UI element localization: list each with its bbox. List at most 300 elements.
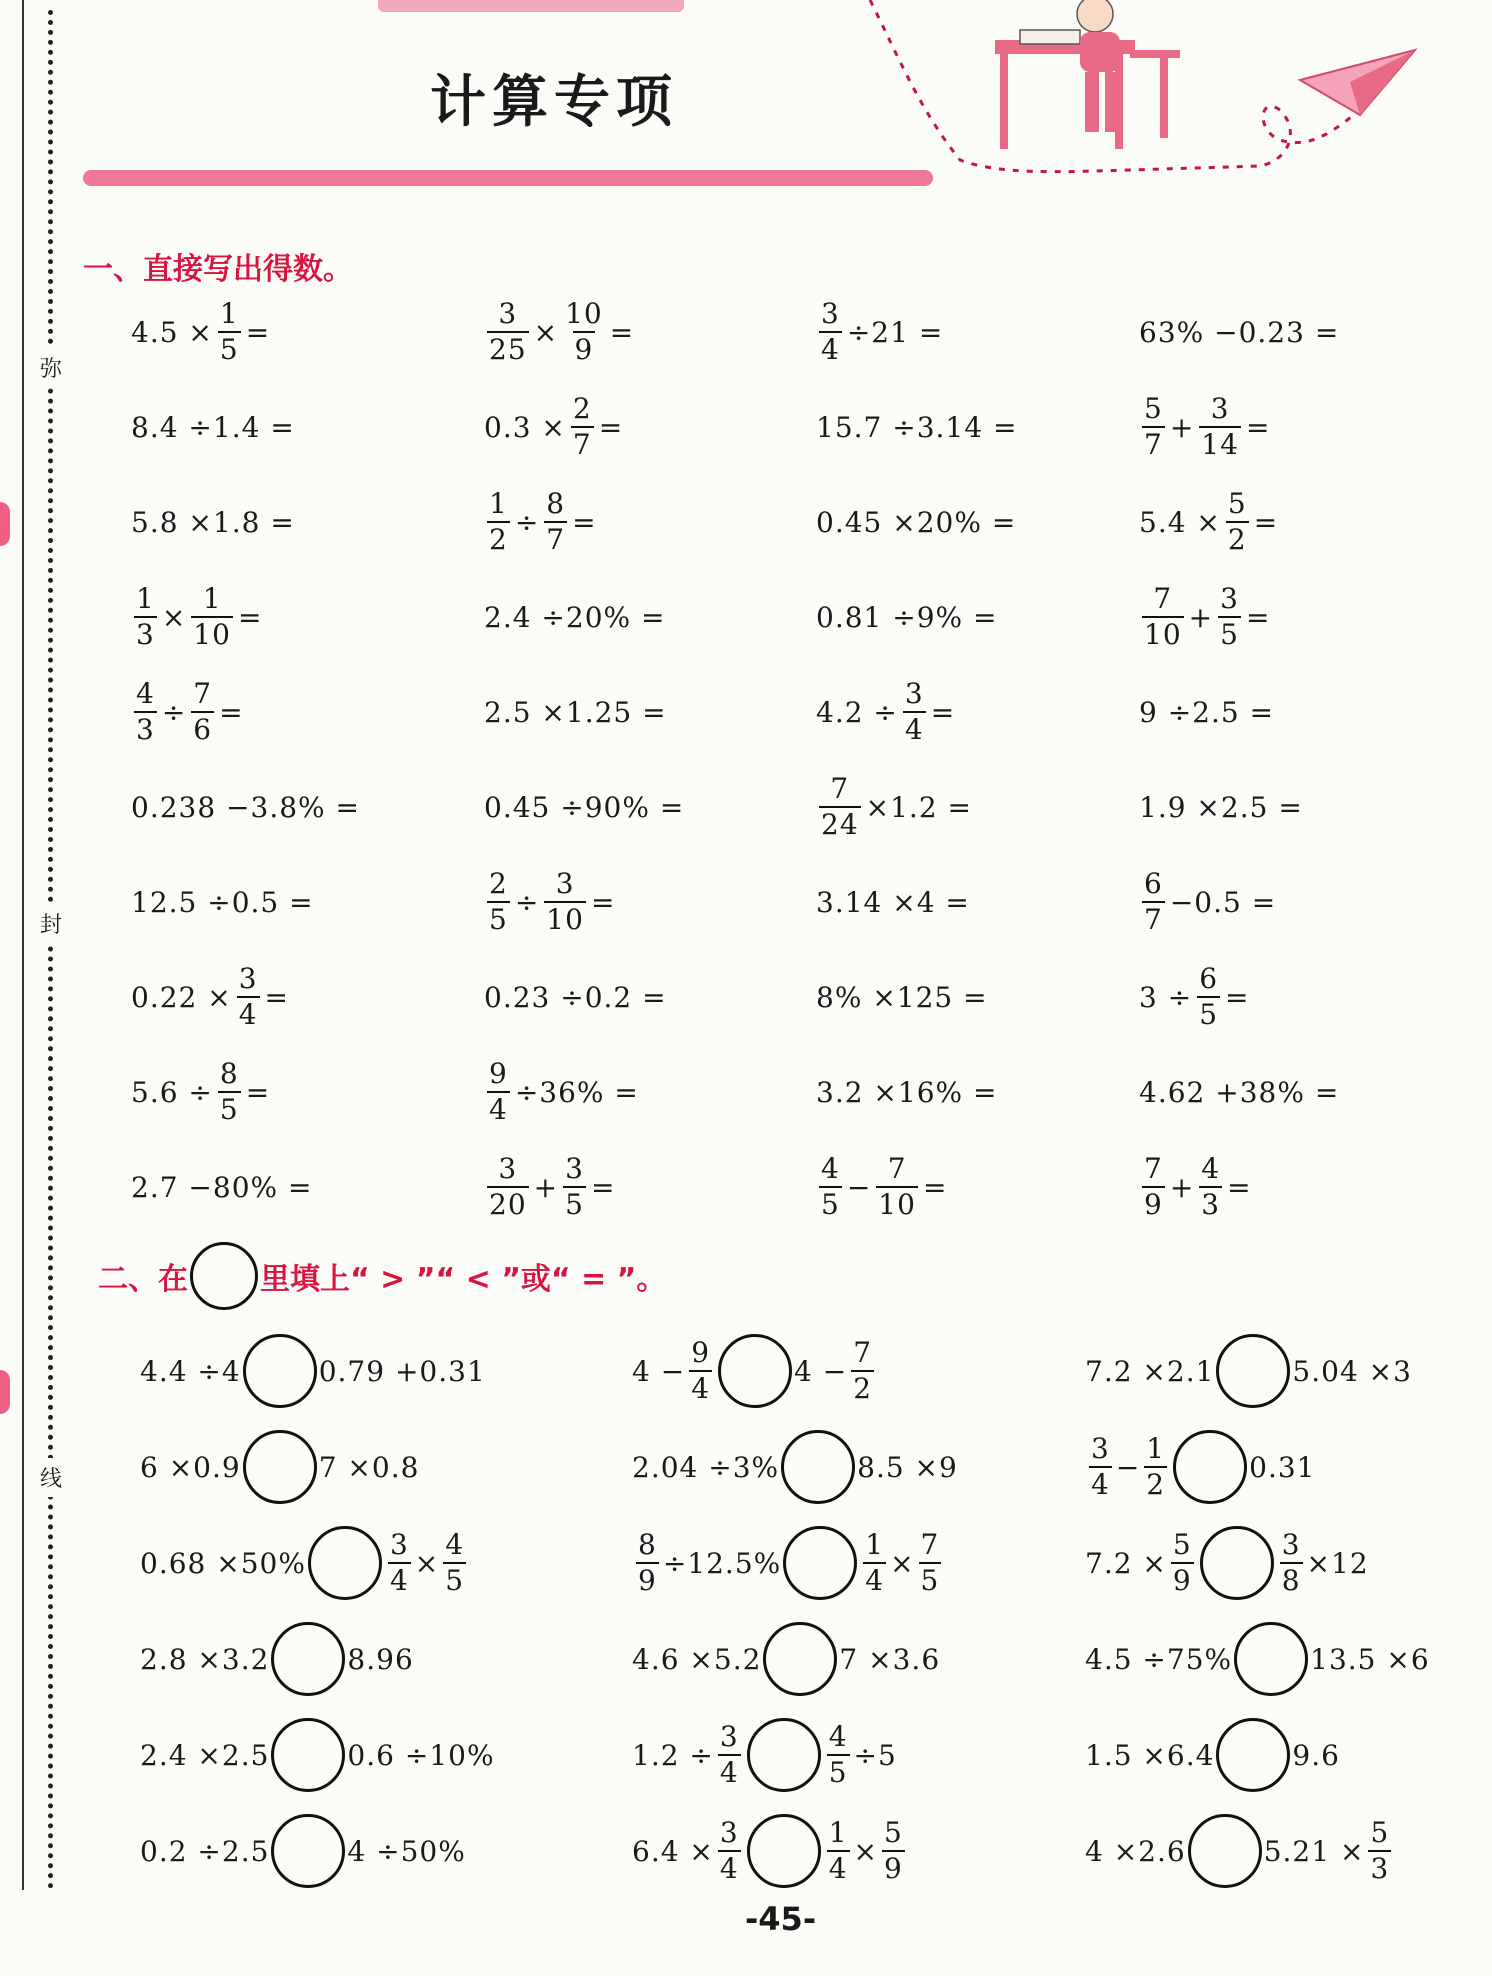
problem-item <box>815 395 1018 459</box>
fraction <box>218 297 241 366</box>
problem-item <box>130 870 315 934</box>
fraction <box>903 677 926 746</box>
answer-circle[interactable] <box>1188 1814 1262 1888</box>
numerator: 6 <box>1199 962 1219 995</box>
fraction <box>1218 582 1241 651</box>
section-2-heading-part1: 二、在 <box>98 1262 188 1297</box>
denominator: 25 <box>489 333 527 366</box>
fraction <box>827 1816 850 1885</box>
binding-dotted-line <box>48 10 53 1890</box>
expr-text: × <box>533 315 559 349</box>
denominator: 5 <box>445 1564 465 1597</box>
problem-item <box>815 870 971 934</box>
expr-text: 3.14 ×4 = <box>816 885 970 919</box>
expr-text: + <box>533 1170 559 1204</box>
denominator: 9 <box>1172 1564 1192 1597</box>
fraction <box>819 772 861 841</box>
page-title: 计算专项 <box>430 70 678 135</box>
fraction <box>718 1720 741 1789</box>
denominator: 4 <box>865 1564 885 1597</box>
expr-text: ÷ <box>161 695 187 729</box>
expr-text: 8% ×125 = <box>816 980 988 1014</box>
problem-item <box>1138 962 1250 1031</box>
answer-circle[interactable] <box>747 1718 821 1792</box>
fraction <box>487 1057 510 1126</box>
expr-text: 0.22 × <box>131 980 232 1014</box>
expr-text: ×12 <box>1306 1546 1369 1580</box>
denominator: 2 <box>853 1372 873 1405</box>
expr-text: 0.2 ÷2.5 <box>140 1834 270 1868</box>
comparison-left <box>632 1528 782 1597</box>
comparison-right <box>823 1720 897 1789</box>
expr-text: 6 ×0.9 <box>140 1450 241 1484</box>
expr-text: = <box>219 695 244 729</box>
expr-text: 1.2 ÷ <box>632 1738 714 1772</box>
fraction <box>563 297 605 366</box>
comparison-left <box>1085 1835 1186 1868</box>
expr-text: 2.4 ÷20% = <box>484 600 666 634</box>
fraction <box>1197 962 1220 1031</box>
problem-item <box>1138 392 1271 461</box>
answer-circle[interactable] <box>1173 1430 1247 1504</box>
numerator: 1 <box>136 582 155 615</box>
comparison-left <box>1085 1643 1232 1676</box>
denominator: 20 <box>489 1188 527 1221</box>
answer-circle[interactable] <box>1216 1718 1290 1792</box>
fraction <box>718 1816 741 1885</box>
problem-item <box>130 1057 271 1126</box>
answer-circle[interactable] <box>243 1430 317 1504</box>
numerator: 7 <box>887 1152 907 1185</box>
numerator: 5 <box>1370 1816 1390 1849</box>
comparison-item <box>1085 1720 1340 1790</box>
fraction <box>487 487 510 556</box>
expr-text: = <box>609 315 635 349</box>
comparison-left <box>632 1336 716 1405</box>
expr-text: − <box>846 1170 872 1204</box>
comparison-right <box>1310 1643 1430 1676</box>
expr-text: = <box>1245 600 1271 634</box>
numerator: 1 <box>828 1816 848 1849</box>
denominator: 3 <box>136 713 155 746</box>
paper-plane-icon <box>1300 50 1415 115</box>
numerator: 3 <box>498 297 518 330</box>
fraction <box>1142 1152 1165 1221</box>
binding-char-feng: 封 <box>40 904 62 943</box>
numerator: 3 <box>1220 582 1239 615</box>
expr-text: 4 − <box>632 1354 686 1388</box>
fraction <box>827 1720 850 1789</box>
denominator: 9 <box>574 333 594 366</box>
answer-circle[interactable] <box>783 1526 857 1600</box>
expr-text: = <box>1227 1170 1252 1204</box>
numerator: 7 <box>1153 582 1173 615</box>
answer-circle[interactable] <box>781 1430 855 1504</box>
fraction <box>1142 582 1184 651</box>
numerator: 9 <box>489 1057 508 1090</box>
expr-text: 2.04 ÷3% <box>632 1450 780 1484</box>
comparison-right <box>384 1528 470 1597</box>
numerator: 7 <box>1144 1152 1163 1185</box>
problem-item <box>483 867 616 936</box>
comparison-item <box>140 1528 470 1598</box>
fraction <box>134 677 157 746</box>
fraction <box>443 1528 466 1597</box>
comparison-right <box>319 1355 486 1388</box>
expr-text: ÷ <box>514 505 540 539</box>
expr-text: + <box>1169 1170 1195 1204</box>
comparison-item <box>1085 1432 1315 1502</box>
denominator: 9 <box>884 1852 903 1885</box>
comparison-right <box>1249 1451 1315 1484</box>
denominator: 3 <box>1370 1852 1390 1885</box>
comparison-item <box>1085 1336 1412 1406</box>
fraction <box>544 867 586 936</box>
denominator: 10 <box>1144 618 1182 651</box>
problem-item <box>130 297 271 366</box>
expr-text: = <box>598 410 624 444</box>
numerator: 3 <box>555 867 575 900</box>
numerator: 6 <box>1144 867 1163 900</box>
expr-text: 7 ×3.6 <box>839 1642 941 1676</box>
expr-text: = <box>590 1170 616 1204</box>
expr-text: 15.7 ÷3.14 = <box>816 410 1018 444</box>
denominator: 5 <box>920 1564 940 1597</box>
problem-item <box>1138 582 1271 651</box>
denominator: 24 <box>821 808 859 841</box>
fraction <box>191 677 214 746</box>
denominator: 4 <box>719 1852 739 1885</box>
comparison-left <box>1085 1739 1214 1772</box>
problem-item <box>1138 680 1275 744</box>
expr-text: 6.4 × <box>632 1834 714 1868</box>
comparison-item <box>1085 1528 1369 1598</box>
comparison-right <box>1263 1816 1396 1885</box>
answer-circle[interactable] <box>1200 1526 1274 1600</box>
numerator: 3 <box>719 1720 739 1753</box>
expr-text: × <box>414 1546 440 1580</box>
fraction <box>819 1152 842 1221</box>
expr-text: 4 − <box>794 1354 848 1388</box>
denominator: 7 <box>546 523 566 556</box>
answer-circle[interactable] <box>271 1718 345 1792</box>
expr-text: 4.5 ÷75% <box>1085 1642 1233 1676</box>
expr-text: = <box>264 980 290 1014</box>
fraction <box>487 867 510 936</box>
denominator: 5 <box>1220 618 1239 651</box>
numerator: 1 <box>202 582 222 615</box>
problem-item <box>483 680 668 744</box>
numerator: 2 <box>489 867 508 900</box>
denominator: 3 <box>1201 1188 1221 1221</box>
comparison-item <box>1085 1816 1395 1886</box>
expr-text: 63% −0.23 = <box>1139 315 1340 349</box>
comparison-item <box>140 1720 495 1790</box>
answer-circle[interactable] <box>271 1622 345 1696</box>
expr-text: ÷ <box>514 885 540 919</box>
expr-text: = <box>245 315 271 349</box>
expr-text: ÷36% = <box>514 1075 639 1109</box>
problem-item <box>815 1060 999 1124</box>
expr-text: 5.4 × <box>1139 505 1221 539</box>
expr-text: 0.45 ×20% = <box>816 505 1017 539</box>
answer-circle[interactable] <box>271 1814 345 1888</box>
expr-text: 2.8 ×3.2 <box>140 1642 270 1676</box>
expr-text: 4 ÷50% <box>347 1834 466 1868</box>
binding-line <box>22 0 24 1890</box>
fraction <box>689 1336 712 1405</box>
expr-text: 4.6 ×5.2 <box>632 1642 762 1676</box>
problem-item <box>815 965 989 1029</box>
comparison-left <box>1085 1355 1214 1388</box>
expr-text: × <box>853 1834 879 1868</box>
problem-item <box>483 775 685 839</box>
denominator: 6 <box>193 713 213 746</box>
denominator: 7 <box>1144 903 1163 936</box>
denominator: 4 <box>489 1093 508 1126</box>
denominator: 5 <box>219 333 239 366</box>
problem-item <box>1138 1152 1253 1221</box>
comparison-item <box>632 1432 958 1502</box>
numerator: 3 <box>904 677 924 710</box>
denominator: 5 <box>821 1188 840 1221</box>
pink-side-tab <box>0 1370 10 1414</box>
answer-circle[interactable] <box>308 1526 382 1600</box>
expr-text: 8.96 <box>347 1642 414 1676</box>
denominator: 4 <box>238 998 258 1031</box>
comparison-right <box>1276 1528 1369 1597</box>
fraction <box>876 1152 918 1221</box>
expr-text: + <box>1169 410 1195 444</box>
expr-text: −0.5 = <box>1169 885 1277 919</box>
fraction <box>1280 1528 1303 1597</box>
answer-circle[interactable] <box>718 1334 792 1408</box>
problem-item <box>1138 775 1304 839</box>
expr-text: 4 ×2.6 <box>1085 1834 1186 1868</box>
numerator: 7 <box>920 1528 940 1561</box>
binding-char-mi: 弥 <box>40 348 62 387</box>
denominator: 4 <box>904 713 924 746</box>
denominator: 10 <box>193 618 231 651</box>
binding-char-xian: 线 <box>40 1458 62 1497</box>
fraction <box>237 962 260 1031</box>
expr-text: = <box>1245 410 1271 444</box>
expr-text: 2.7 −80% = <box>131 1170 313 1204</box>
comparison-left <box>140 1451 241 1484</box>
comparison-right <box>319 1451 420 1484</box>
comparison-right <box>347 1835 465 1868</box>
problem-item <box>483 965 668 1029</box>
fraction <box>1199 392 1241 461</box>
expr-text: = <box>572 505 597 539</box>
denominator: 2 <box>1146 1468 1166 1501</box>
pink-side-tab <box>0 502 10 546</box>
comparison-item <box>140 1432 419 1502</box>
numerator: 5 <box>1144 392 1163 425</box>
numerator: 3 <box>1210 392 1230 425</box>
comparison-right <box>347 1643 413 1676</box>
comparison-item <box>1085 1624 1430 1694</box>
comparison-item <box>632 1720 897 1790</box>
problem-item <box>130 677 245 746</box>
problem-item <box>483 1152 616 1221</box>
fraction <box>218 1057 241 1126</box>
numerator: 8 <box>219 1057 239 1090</box>
answer-circle[interactable] <box>747 1814 821 1888</box>
denominator: 5 <box>828 1756 848 1789</box>
fraction <box>882 1816 905 1885</box>
answer-circle[interactable] <box>1234 1622 1308 1696</box>
problem-item <box>483 392 624 461</box>
denominator: 4 <box>389 1564 409 1597</box>
top-pink-band <box>378 0 684 12</box>
fraction <box>487 297 529 366</box>
numerator: 7 <box>193 677 213 710</box>
numerator: 1 <box>865 1528 885 1561</box>
numerator: 4 <box>1201 1152 1221 1185</box>
expr-text: + <box>1188 600 1214 634</box>
numerator: 8 <box>638 1528 657 1561</box>
problem-item <box>130 490 296 554</box>
comparison-right <box>1292 1355 1412 1388</box>
denominator: 5 <box>565 1188 584 1221</box>
expr-text: = <box>930 695 956 729</box>
expr-text: 0.3 × <box>484 410 566 444</box>
numerator: 4 <box>445 1528 465 1561</box>
expr-text: = <box>245 1075 271 1109</box>
numerator: 3 <box>389 1528 409 1561</box>
denominator: 8 <box>1281 1564 1301 1597</box>
fraction <box>388 1528 411 1597</box>
answer-circle[interactable] <box>243 1334 317 1408</box>
comparison-left <box>140 1547 306 1580</box>
numerator: 2 <box>572 392 592 425</box>
problem-item <box>483 487 598 556</box>
section-2-heading <box>98 1242 666 1310</box>
fraction <box>1171 1528 1194 1597</box>
denominator: 4 <box>828 1852 848 1885</box>
comparison-right <box>823 1816 909 1885</box>
page-number: -45- <box>745 1900 817 1938</box>
numerator: 4 <box>136 677 155 710</box>
problem-item <box>1138 867 1277 936</box>
denominator: 9 <box>1144 1188 1163 1221</box>
fraction <box>919 1528 942 1597</box>
section-2-heading-part2: 里填上“ > ”“ < ”或“ = ”。 <box>260 1262 667 1297</box>
expr-text: 0.6 ÷10% <box>347 1738 495 1772</box>
expr-text: 0.79 +0.31 <box>318 1354 486 1388</box>
numerator: 1 <box>489 487 508 520</box>
problem-item <box>1138 487 1279 556</box>
fraction <box>851 1336 874 1405</box>
comparison-item <box>140 1816 466 1886</box>
expr-text: 5.04 ×3 <box>1292 1354 1412 1388</box>
circle-symbol <box>190 1242 258 1310</box>
expr-text: = <box>922 1170 948 1204</box>
numerator: 1 <box>1146 1432 1166 1465</box>
problem-item <box>815 490 1017 554</box>
expr-text: 3 ÷ <box>1139 980 1193 1014</box>
expr-text: × <box>890 1546 915 1580</box>
numerator: 3 <box>498 1152 518 1185</box>
fraction <box>636 1528 659 1597</box>
problem-item <box>815 585 999 649</box>
student-desk-illustration <box>860 0 1420 180</box>
problem-item <box>483 297 635 366</box>
problem-item <box>130 1155 314 1219</box>
expr-text: = <box>590 885 616 919</box>
problem-item <box>130 775 361 839</box>
problem-item <box>815 1152 948 1221</box>
expr-text: ÷21 = <box>846 315 944 349</box>
expr-text: 0.81 ÷9% = <box>816 600 998 634</box>
denominator: 3 <box>136 618 155 651</box>
expr-text: 0.68 ×50% <box>140 1546 306 1580</box>
denominator: 7 <box>572 428 592 461</box>
fraction <box>571 392 594 461</box>
fraction <box>819 297 842 366</box>
problem-item <box>130 395 296 459</box>
comparison-item <box>632 1528 945 1598</box>
fraction <box>1089 1432 1112 1501</box>
numerator: 3 <box>719 1816 739 1849</box>
title-underline-bar <box>83 170 933 186</box>
comparison-left <box>140 1643 269 1676</box>
comparison-item <box>632 1816 909 1886</box>
denominator: 5 <box>219 1093 239 1126</box>
student-icon <box>1077 0 1180 138</box>
fraction <box>1144 1432 1167 1501</box>
denominator: 10 <box>878 1188 916 1221</box>
fraction <box>134 582 157 651</box>
comparison-left <box>632 1643 761 1676</box>
problem-item <box>815 297 944 366</box>
numerator: 8 <box>546 487 566 520</box>
expr-text: 7.2 ×2.1 <box>1085 1354 1215 1388</box>
comparison-right <box>794 1336 878 1405</box>
answer-circle[interactable] <box>1216 1334 1290 1408</box>
problem-item <box>1138 1060 1340 1124</box>
expr-text: 5.8 ×1.8 = <box>131 505 295 539</box>
expr-text: 8.4 ÷1.4 = <box>131 410 295 444</box>
expr-text: 0.23 ÷0.2 = <box>484 980 667 1014</box>
expr-text: 5.21 × <box>1263 1834 1365 1868</box>
expr-text: 4.2 ÷ <box>816 695 898 729</box>
expr-text: = <box>1225 980 1250 1014</box>
expr-text: 9 ÷2.5 = <box>1139 695 1275 729</box>
numerator: 10 <box>565 297 603 330</box>
expr-text: 8.5 ×9 <box>857 1450 958 1484</box>
expr-text: 1.5 ×6.4 <box>1085 1738 1215 1772</box>
numerator: 7 <box>830 772 850 805</box>
problem-item <box>1138 300 1340 364</box>
denominator: 5 <box>489 903 508 936</box>
comparison-left <box>632 1451 779 1484</box>
answer-circle[interactable] <box>763 1622 837 1696</box>
fraction <box>487 1152 529 1221</box>
numerator: 5 <box>1172 1528 1192 1561</box>
expr-text: 4.4 ÷4 <box>140 1354 241 1388</box>
comparison-right <box>857 1451 958 1484</box>
comparison-left <box>632 1816 745 1885</box>
problem-item <box>815 677 956 746</box>
denominator: 9 <box>638 1564 657 1597</box>
expr-text: 4.62 +38% = <box>1139 1075 1340 1109</box>
fraction <box>863 1528 886 1597</box>
comparison-item <box>632 1624 940 1694</box>
denominator: 2 <box>1227 523 1247 556</box>
numerator: 4 <box>821 1152 840 1185</box>
